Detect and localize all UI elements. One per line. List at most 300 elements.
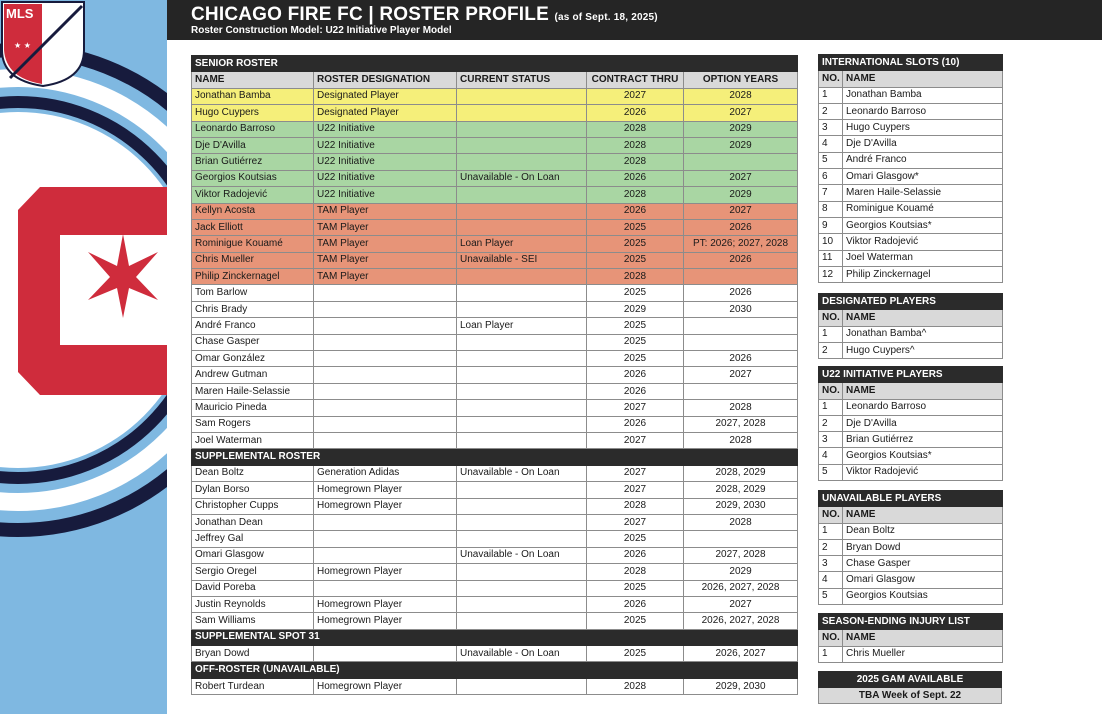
- current-status: [457, 416, 587, 432]
- contract-thru: 2025: [587, 580, 684, 596]
- player-name: Chase Gasper: [192, 334, 314, 350]
- list-item: [819, 572, 1003, 588]
- table-row: [192, 383, 798, 399]
- list-number: 2: [819, 103, 843, 119]
- contract-thru: 2025: [587, 219, 684, 235]
- option-years: 2028: [684, 400, 798, 416]
- option-years: 2027: [684, 170, 798, 186]
- list-item: [819, 217, 1003, 233]
- option-years: 2028, 2029: [684, 465, 798, 481]
- player-name: Sam Rogers: [192, 416, 314, 432]
- option-years: 2029: [684, 187, 798, 203]
- table-row: [192, 580, 798, 596]
- roster-designation: U22 Initiative: [314, 187, 457, 203]
- current-status: [457, 203, 587, 219]
- player-name: Sergio Oregel: [192, 564, 314, 580]
- table-row: [192, 236, 798, 252]
- current-status: Unavailable - On Loan: [457, 547, 587, 563]
- player-name: Dylan Borso: [192, 482, 314, 498]
- column-header: NO.: [819, 71, 843, 87]
- side-list: [818, 490, 1003, 605]
- list-number: 5: [819, 152, 843, 168]
- list-item: [819, 523, 1003, 539]
- list-number: 7: [819, 185, 843, 201]
- section-header: [192, 629, 798, 645]
- option-years: [684, 269, 798, 285]
- table-row: [192, 88, 798, 104]
- contract-thru: 2028: [587, 137, 684, 153]
- side-list-column-header: [819, 383, 1003, 399]
- player-name: Georgios Koutsias: [192, 170, 314, 186]
- contract-thru: 2025: [587, 252, 684, 268]
- roster-designation: [314, 432, 457, 448]
- gam-value: TBA Week of Sept. 22: [819, 688, 1002, 704]
- list-item: [819, 399, 1003, 415]
- table-row: [192, 351, 798, 367]
- player-name: André Franco: [192, 318, 314, 334]
- list-number: 1: [819, 87, 843, 103]
- current-status: [457, 531, 587, 547]
- list-number: 2: [819, 342, 843, 358]
- contract-thru: 2028: [587, 678, 684, 694]
- contract-thru: 2027: [587, 400, 684, 416]
- list-name: Georgios Koutsias: [843, 588, 1003, 604]
- option-years: 2027: [684, 367, 798, 383]
- roster-designation: TAM Player: [314, 203, 457, 219]
- list-item: [819, 266, 1003, 282]
- title-banner: [167, 0, 1102, 40]
- list-name: Viktor Radojević: [843, 234, 1003, 250]
- player-name: Chris Mueller: [192, 252, 314, 268]
- contract-thru: 2026: [587, 203, 684, 219]
- player-name: Maren Haile-Selassie: [192, 383, 314, 399]
- roster-designation: [314, 400, 457, 416]
- list-item: [819, 87, 1003, 103]
- list-item: [819, 646, 1003, 662]
- player-name: Bryan Dowd: [192, 646, 314, 662]
- contract-thru: 2027: [587, 482, 684, 498]
- side-list: [818, 293, 1003, 359]
- table-row: [192, 170, 798, 186]
- list-item: [819, 326, 1003, 342]
- player-name: Jeffrey Gal: [192, 531, 314, 547]
- player-name: Philip Zinckernagel: [192, 269, 314, 285]
- option-years: [684, 154, 798, 170]
- roster-designation: [314, 285, 457, 301]
- side-list-header: [819, 294, 1003, 310]
- option-years: 2026: [684, 351, 798, 367]
- table-row: [192, 564, 798, 580]
- list-number: 8: [819, 201, 843, 217]
- list-item: [819, 448, 1003, 464]
- contract-thru: 2028: [587, 121, 684, 137]
- table-row: [192, 203, 798, 219]
- table-row: [192, 646, 798, 662]
- column-header: NO.: [819, 507, 843, 523]
- player-name: Kellyn Acosta: [192, 203, 314, 219]
- table-row: [192, 105, 798, 121]
- table-row: [192, 531, 798, 547]
- page-title: CHICAGO FIRE FC | ROSTER PROFILE (as of Sept. 18, 2025): [191, 4, 658, 25]
- list-number: 3: [819, 432, 843, 448]
- list-name: Dean Boltz: [843, 523, 1003, 539]
- current-status: [457, 564, 587, 580]
- roster-designation: [314, 547, 457, 563]
- current-status: [457, 400, 587, 416]
- roster-designation: Homegrown Player: [314, 564, 457, 580]
- roster-designation: TAM Player: [314, 236, 457, 252]
- gam-panel: [818, 671, 1002, 704]
- roster-designation: [314, 301, 457, 317]
- table-row: [192, 269, 798, 285]
- list-name: Omari Glasgow*: [843, 169, 1003, 185]
- brand-sidebar: [0, 0, 167, 714]
- contract-thru: 2025: [587, 531, 684, 547]
- list-number: 11: [819, 250, 843, 266]
- list-name: Bryan Dowd: [843, 539, 1003, 555]
- roster-table: [191, 55, 798, 695]
- player-name: Omar González: [192, 351, 314, 367]
- table-row: [192, 514, 798, 530]
- current-status: [457, 121, 587, 137]
- table-row: [192, 416, 798, 432]
- side-list-title: INTERNATIONAL SLOTS (10): [819, 55, 1003, 71]
- roster-designation: Homegrown Player: [314, 482, 457, 498]
- side-list-title: UNAVAILABLE PLAYERS: [819, 491, 1003, 507]
- current-status: [457, 580, 587, 596]
- section-header: [192, 662, 798, 678]
- current-status: Unavailable - On Loan: [457, 170, 587, 186]
- list-item: [819, 169, 1003, 185]
- current-status: [457, 367, 587, 383]
- player-name: Mauricio Pineda: [192, 400, 314, 416]
- list-number: 4: [819, 448, 843, 464]
- list-name: Chris Mueller: [843, 646, 1003, 662]
- roster-designation: Homegrown Player: [314, 596, 457, 612]
- option-years: 2026: [684, 285, 798, 301]
- side-list-header: [819, 367, 1003, 383]
- gam-title: 2025 GAM AVAILABLE: [819, 672, 1002, 688]
- contract-thru: 2028: [587, 564, 684, 580]
- list-number: 12: [819, 266, 843, 282]
- option-years: PT: 2026; 2027, 2028: [684, 236, 798, 252]
- list-number: 4: [819, 572, 843, 588]
- list-name: Dje D'Avilla: [843, 415, 1003, 431]
- option-years: [684, 531, 798, 547]
- table-row: [192, 285, 798, 301]
- option-years: 2030: [684, 301, 798, 317]
- list-name: Leonardo Barroso: [843, 103, 1003, 119]
- current-status: [457, 269, 587, 285]
- option-years: 2029: [684, 564, 798, 580]
- list-item: [819, 201, 1003, 217]
- contract-thru: 2025: [587, 318, 684, 334]
- player-name: Jack Elliott: [192, 219, 314, 235]
- list-number: 5: [819, 464, 843, 480]
- column-header: ROSTER DESIGNATION: [314, 72, 457, 88]
- contract-thru: 2026: [587, 596, 684, 612]
- roster-designation: Generation Adidas: [314, 465, 457, 481]
- side-list-title: U22 INITIATIVE PLAYERS: [819, 367, 1003, 383]
- list-number: 5: [819, 588, 843, 604]
- player-name: Rominigue Kouamé: [192, 236, 314, 252]
- option-years: 2027: [684, 203, 798, 219]
- current-status: Loan Player: [457, 236, 587, 252]
- side-list-column-header: [819, 71, 1003, 87]
- player-name: Dje D'Avilla: [192, 137, 314, 153]
- section-header: [192, 56, 798, 72]
- option-years: [684, 334, 798, 350]
- side-list: [818, 613, 1003, 663]
- column-header: NAME: [843, 71, 1003, 87]
- contract-thru: 2025: [587, 613, 684, 629]
- column-header: NO.: [819, 383, 843, 399]
- list-name: Joel Waterman: [843, 250, 1003, 266]
- current-status: [457, 514, 587, 530]
- section-title: OFF-ROSTER (UNAVAILABLE): [192, 662, 798, 678]
- option-years: [684, 383, 798, 399]
- roster-designation: [314, 367, 457, 383]
- table-row: [192, 400, 798, 416]
- side-list-column-header: [819, 310, 1003, 326]
- column-header: NO.: [819, 310, 843, 326]
- player-name: Tom Barlow: [192, 285, 314, 301]
- option-years: 2028: [684, 88, 798, 104]
- page-subtitle: Roster Construction Model: U22 Initiative Player Model: [191, 25, 452, 36]
- side-list-column-header: [819, 507, 1003, 523]
- roster-designation: [314, 580, 457, 596]
- list-name: Hugo Cuypers^: [843, 342, 1003, 358]
- roster-designation: [314, 531, 457, 547]
- table-row: [192, 678, 798, 694]
- list-number: 9: [819, 217, 843, 233]
- column-header: OPTION YEARS: [684, 72, 798, 88]
- option-years: 2026, 2027, 2028: [684, 613, 798, 629]
- current-status: Unavailable - On Loan: [457, 646, 587, 662]
- contract-thru: 2025: [587, 646, 684, 662]
- player-name: Sam Williams: [192, 613, 314, 629]
- contract-thru: 2026: [587, 383, 684, 399]
- current-status: [457, 482, 587, 498]
- column-header: NAME: [843, 383, 1003, 399]
- player-name: Jonathan Bamba: [192, 88, 314, 104]
- table-row: [192, 187, 798, 203]
- current-status: [457, 187, 587, 203]
- roster-designation: [314, 334, 457, 350]
- contract-thru: 2027: [587, 465, 684, 481]
- table-row: [192, 596, 798, 612]
- list-number: 1: [819, 326, 843, 342]
- player-name: Jonathan Dean: [192, 514, 314, 530]
- table-row: [192, 318, 798, 334]
- column-header: CONTRACT THRU: [587, 72, 684, 88]
- player-name: Robert Turdean: [192, 678, 314, 694]
- option-years: 2026: [684, 219, 798, 235]
- roster-designation: [314, 416, 457, 432]
- side-list: [818, 366, 1003, 481]
- list-number: 2: [819, 539, 843, 555]
- contract-thru: 2028: [587, 269, 684, 285]
- contract-thru: 2025: [587, 285, 684, 301]
- side-list-title: SEASON-ENDING INJURY LIST: [819, 614, 1003, 630]
- list-item: [819, 250, 1003, 266]
- current-status: [457, 613, 587, 629]
- table-row: [192, 219, 798, 235]
- current-status: Unavailable - On Loan: [457, 465, 587, 481]
- column-header: CURRENT STATUS: [457, 72, 587, 88]
- current-status: [457, 351, 587, 367]
- list-name: Leonardo Barroso: [843, 399, 1003, 415]
- player-name: Viktor Radojević: [192, 187, 314, 203]
- roster-designation: U22 Initiative: [314, 154, 457, 170]
- list-number: 1: [819, 523, 843, 539]
- contract-thru: 2028: [587, 154, 684, 170]
- section-title: SENIOR ROSTER: [192, 56, 798, 72]
- roster-designation: Homegrown Player: [314, 613, 457, 629]
- section-title: SUPPLEMENTAL SPOT 31: [192, 629, 798, 645]
- list-number: 1: [819, 646, 843, 662]
- roster-designation: TAM Player: [314, 219, 457, 235]
- table-row: [192, 252, 798, 268]
- roster-designation: TAM Player: [314, 269, 457, 285]
- as-of-date: (as of Sept. 18, 2025): [554, 12, 658, 23]
- contract-thru: 2025: [587, 236, 684, 252]
- player-name: Omari Glasgow: [192, 547, 314, 563]
- contract-thru: 2028: [587, 187, 684, 203]
- player-name: Brian Gutiérrez: [192, 154, 314, 170]
- player-name: Dean Boltz: [192, 465, 314, 481]
- table-row: [192, 121, 798, 137]
- section-header: [192, 449, 798, 465]
- table-row: [192, 301, 798, 317]
- roster-designation: U22 Initiative: [314, 137, 457, 153]
- list-item: [819, 152, 1003, 168]
- roster-designation: Designated Player: [314, 105, 457, 121]
- roster-designation: [314, 351, 457, 367]
- option-years: 2027, 2028: [684, 416, 798, 432]
- current-status: [457, 219, 587, 235]
- list-name: Hugo Cuypers: [843, 120, 1003, 136]
- table-row: [192, 498, 798, 514]
- list-item: [819, 234, 1003, 250]
- roster-designation: [314, 514, 457, 530]
- list-name: Viktor Radojević: [843, 464, 1003, 480]
- list-name: Jonathan Bamba^: [843, 326, 1003, 342]
- roster-designation: [314, 318, 457, 334]
- list-name: Brian Gutiérrez: [843, 432, 1003, 448]
- table-row: [192, 154, 798, 170]
- svg-text:MLS: MLS: [6, 6, 34, 21]
- contract-thru: 2029: [587, 301, 684, 317]
- table-row: [192, 465, 798, 481]
- contract-thru: 2027: [587, 432, 684, 448]
- option-years: 2026, 2027: [684, 646, 798, 662]
- player-name: Chris Brady: [192, 301, 314, 317]
- current-status: Unavailable - SEI: [457, 252, 587, 268]
- list-item: [819, 588, 1003, 604]
- option-years: 2028: [684, 432, 798, 448]
- contract-thru: 2027: [587, 514, 684, 530]
- option-years: 2029, 2030: [684, 678, 798, 694]
- option-years: 2028: [684, 514, 798, 530]
- table-row: [192, 482, 798, 498]
- list-name: Chase Gasper: [843, 556, 1003, 572]
- list-number: 6: [819, 169, 843, 185]
- option-years: 2027: [684, 105, 798, 121]
- option-years: 2027, 2028: [684, 547, 798, 563]
- column-header: NAME: [843, 310, 1003, 326]
- list-number: 3: [819, 120, 843, 136]
- roster-designation: U22 Initiative: [314, 121, 457, 137]
- table-row: [192, 367, 798, 383]
- side-list-header: [819, 491, 1003, 507]
- roster-designation: Homegrown Player: [314, 678, 457, 694]
- player-name: Christopher Cupps: [192, 498, 314, 514]
- player-name: Andrew Gutman: [192, 367, 314, 383]
- current-status: [457, 432, 587, 448]
- contract-thru: 2026: [587, 547, 684, 563]
- player-name: David Poreba: [192, 580, 314, 596]
- list-item: [819, 120, 1003, 136]
- side-list-header: [819, 55, 1003, 71]
- player-name: Hugo Cuypers: [192, 105, 314, 121]
- player-name: Justin Reynolds: [192, 596, 314, 612]
- list-name: Dje D'Avilla: [843, 136, 1003, 152]
- column-header-row: [192, 72, 798, 88]
- section-title: SUPPLEMENTAL ROSTER: [192, 449, 798, 465]
- list-number: 3: [819, 556, 843, 572]
- contract-thru: 2025: [587, 334, 684, 350]
- list-number: 4: [819, 136, 843, 152]
- contract-thru: 2026: [587, 367, 684, 383]
- list-name: Omari Glasgow: [843, 572, 1003, 588]
- list-name: Rominigue Kouamé: [843, 201, 1003, 217]
- list-number: 10: [819, 234, 843, 250]
- side-list-column-header: [819, 630, 1003, 646]
- list-item: [819, 432, 1003, 448]
- current-status: [457, 596, 587, 612]
- table-row: [192, 432, 798, 448]
- contract-thru: 2028: [587, 498, 684, 514]
- svg-text:★ ★: ★ ★: [14, 41, 31, 50]
- roster-designation: TAM Player: [314, 252, 457, 268]
- option-years: 2029: [684, 137, 798, 153]
- roster-designation: Homegrown Player: [314, 498, 457, 514]
- option-years: 2029: [684, 121, 798, 137]
- roster-designation: Designated Player: [314, 88, 457, 104]
- roster-designation: U22 Initiative: [314, 170, 457, 186]
- side-list-header: [819, 614, 1003, 630]
- current-status: [457, 301, 587, 317]
- table-row: [192, 547, 798, 563]
- roster-designation: [314, 646, 457, 662]
- option-years: 2027: [684, 596, 798, 612]
- list-name: Jonathan Bamba: [843, 87, 1003, 103]
- player-name: Leonardo Barroso: [192, 121, 314, 137]
- list-name: Philip Zinckernagel: [843, 266, 1003, 282]
- current-status: [457, 383, 587, 399]
- list-item: [819, 556, 1003, 572]
- list-name: Georgios Koutsias*: [843, 448, 1003, 464]
- contract-thru: 2025: [587, 351, 684, 367]
- contract-thru: 2026: [587, 416, 684, 432]
- current-status: [457, 498, 587, 514]
- option-years: 2029, 2030: [684, 498, 798, 514]
- column-header: NAME: [843, 630, 1003, 646]
- player-name: Joel Waterman: [192, 432, 314, 448]
- option-years: 2026, 2027, 2028: [684, 580, 798, 596]
- mls-shield-icon: [0, 0, 86, 88]
